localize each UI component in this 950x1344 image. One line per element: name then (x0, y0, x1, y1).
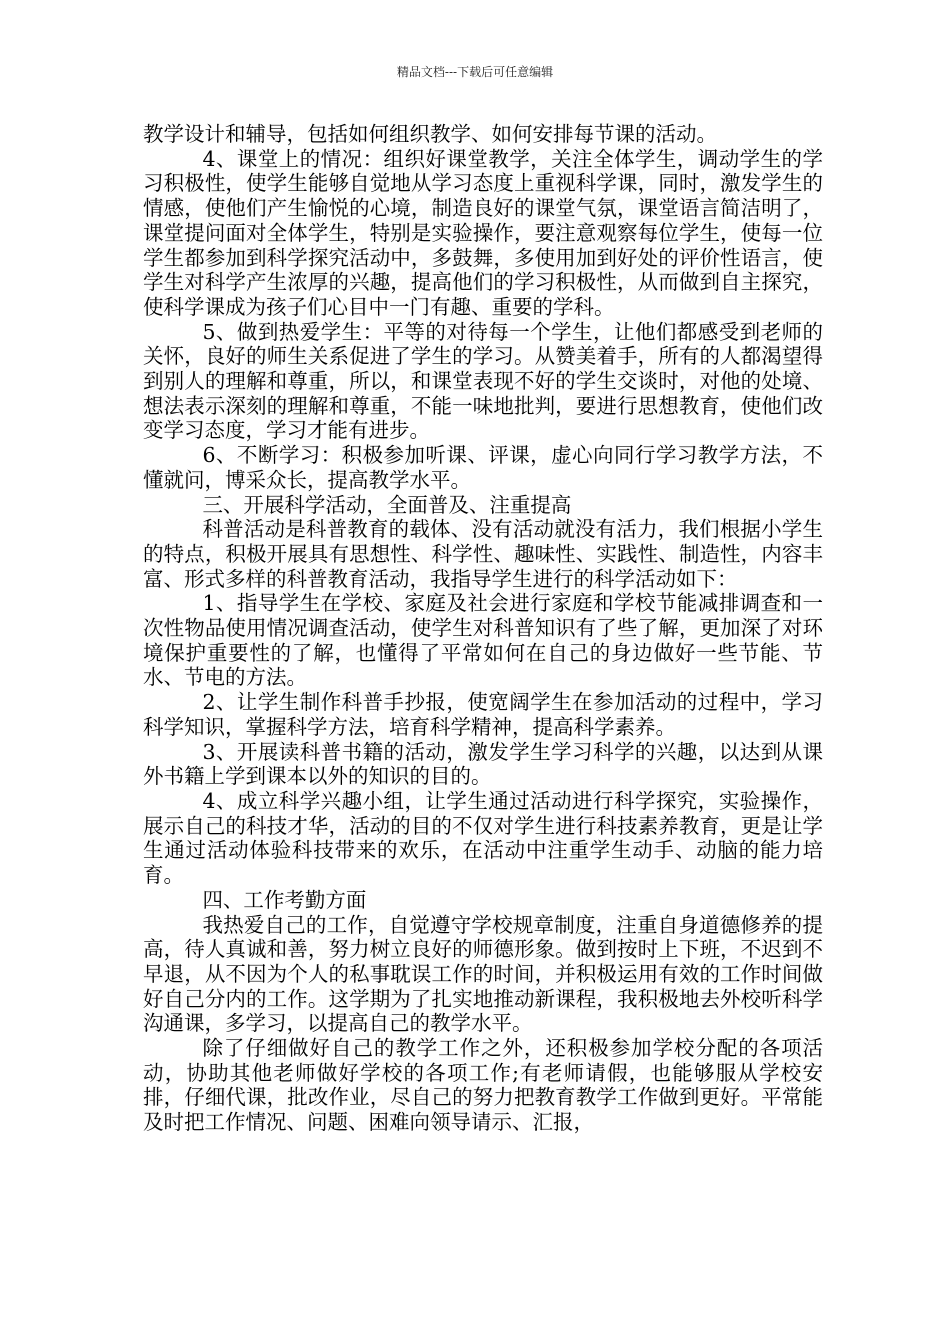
paragraph-activity-interest-group: 4、成立科学兴趣小组，让学生通过活动进行科学探究，实验操作，展示自己的科技才华，活动的目的不仅对学生进行科技素养教育，更是让学生通过活动体验科技带来的欢乐，在活动中注重学生动手、动脑的能力培育。 (143, 788, 823, 888)
paragraph-activity-energy-survey: 1、指导学生在学校、家庭及社会进行家庭和学校节能减排调查和一次性物品使用情况调查活动，使学生对科普知识有了些了解，更加深了对环境保护重要性的了解，也懂得了平常如何在自己的身边做好一些节能、节水、节电的方法。 (143, 591, 823, 690)
paragraph-activity-handwritten-paper: 2、让学生制作科普手抄报，使宽阔学生在参加活动的过程中，学习科学知识，掌握科学方法，培育科学精神，提高科学素养。 (143, 690, 823, 739)
section-heading-science-activities: 三、开展科学活动，全面普及、注重提高 (202, 492, 572, 517)
paragraph-other-work: 除了仔细做好自己的教学工作之外，还积极参加学校分配的各项活动，协助其他老师做好学校的各项工作;有老师请假，也能够服从学校安排，仔细代课，批改作业，尽自己的努力把教育教学工作做到更好。平常能及时把工作情况、问题、困难向领导请示、汇报， (143, 1036, 823, 1135)
paragraph-love-students: 5、做到热爱学生：平等的对待每一个学生，让他们都感受到老师的关怀，良好的师生关系促进了学生的学习。从赞美着手，所有的人都渴望得到别人的理解和尊重，所以，和课堂表现不好的学生交谈时，对他的处境、想法表示深刻的理解和尊重，不能一味地批判，要进行思想教育，使他们改变学习态度，学习才能有进步。 (143, 319, 823, 443)
paragraph-teaching-design: 教学设计和辅导，包括如何组织教学、如何安排每节课的活动。 (143, 122, 717, 146)
paragraph-science-activities-intro: 科普活动是科普教育的载体、没有活动就没有活力，我们根据小学生的特点，积极开展具有思想性、科学性、趣味性、实践性、制造性，内容丰富、形式多样的科普教育活动，我指导学生进行的科学活动如下： (143, 517, 823, 591)
section-heading-attendance: 四、工作考勤方面 (202, 887, 367, 912)
paragraph-classroom-situation: 4、课堂上的情况：组织好课堂教学，关注全体学生，调动学生的学习积极性，使学生能够自觉地从学习态度上重视科学课，同时，激发学生的情感，使他们产生愉悦的心境，制造良好的课堂气氛，课堂语言简洁明了，课堂提问面对全体学生，特别是实验操作，要注意观察每位学生，使每一位学生都参加到科学探究活动中，多鼓舞，多使用加到好处的评价性语言，使学生对科学产生浓厚的兴趣，提高他们的学习积极性，从而做到自主探究，使科学课成为孩子们心目中一门有趣、重要的学科。 (143, 146, 823, 319)
document-body (143, 122, 823, 1135)
paragraph-keep-learning: 6、不断学习：积极参加听课、评课，虚心向同行学习教学方法，不懂就问，博采众长，提高教学水平。 (143, 443, 823, 492)
page-header: 精品文档---下载后可任意编辑 (396, 65, 554, 79)
paragraph-activity-reading: 3、开展读科普书籍的活动，激发学生学习科学的兴趣，以达到从课外书籍上学到课本以外的知识的目的。 (143, 739, 823, 789)
paragraph-attendance: 我热爱自己的工作，自觉遵守学校规章制度，注重自身道德修养的提高，待人真诚和善，努力树立良好的师德形象。做到按时上下班，不迟到不早退，从不因为个人的私事耽误工作的时间，并积极运用有效的工作时间做好自己分内的工作。这学期为了扎实地推动新课程，我积极地去外校听科学沟通课，多学习，以提高自己的教学水平。 (143, 912, 823, 1036)
